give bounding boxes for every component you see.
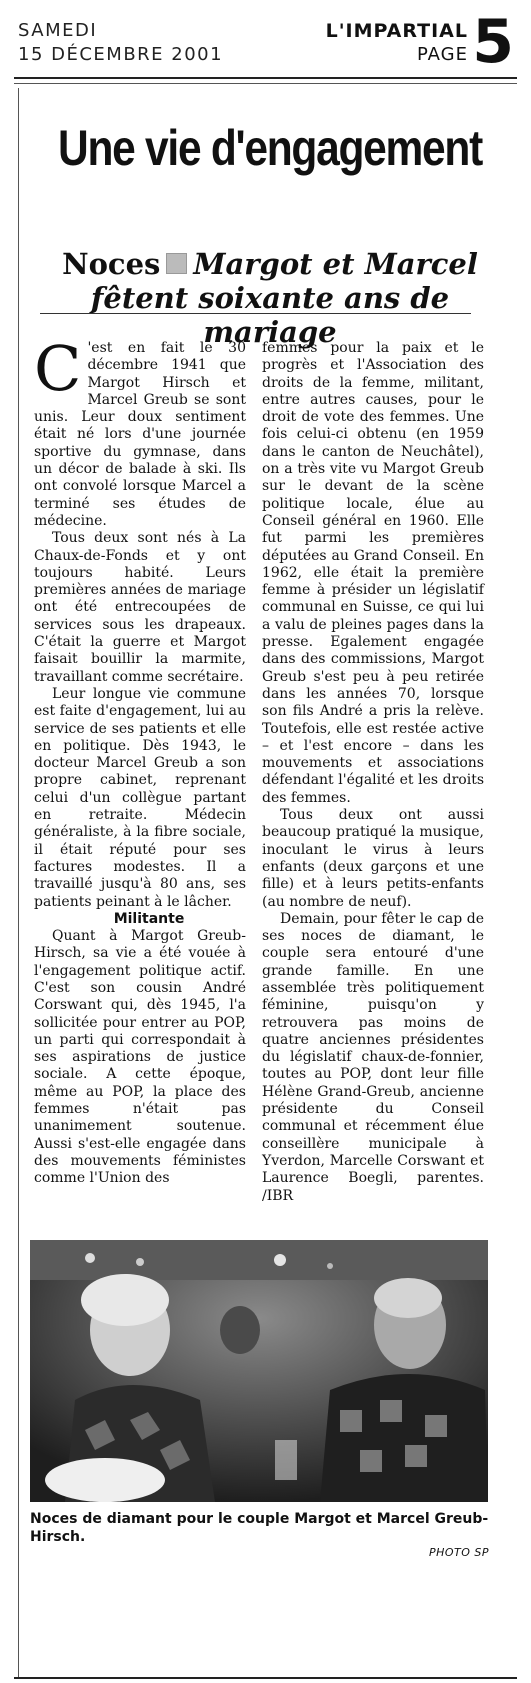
- drop-cap: C: [34, 332, 82, 405]
- paragraph-5: femmes pour la paix et le progrès et l'Association des droits de la femme, militant, entre autres causes, pour le droit de vote des femmes. Une fois celui-ci obtenu (en 1959 dans le canton de Neuchâtel), on a très vite vu Margot Greub sur le devant de la scène politique locale, élue au Conseil général en 1960. Elle fut parmi les premières députées au Grand Conseil. En 1962, elle était la première femme à présider un législatif communal en Suisse, ce qui lui a valu de pleines pages dans la presse. Egalement engagée dans des commissions, Margot Greub s'est peu à peu retirée dans les années 70, lorsque son fils André a pris la relève. Toutefois, elle est restée active – et l'est encore – dans les mouvements et associations défendant l'égalité et les droits des femmes.: [262, 340, 484, 806]
- article-column-right: [262, 340, 484, 1205]
- margin-rule: [18, 88, 19, 1678]
- masthead-rule-thin: [14, 83, 517, 84]
- issue-day: SAMEDI: [18, 20, 98, 41]
- masthead: [16, 7, 516, 77]
- paragraph-1-text: 'est en fait le 30 décembre 1941 que Margot Hirsch et Marcel Greub se sont unis. Leur doux sentiment était né lors d'une journée sportive du gymnase, dans un décor de balade à ski. Ils ont convolé lorsque Marcel a terminé ses études de médecine.: [34, 340, 246, 529]
- deck-underline: [40, 313, 471, 314]
- paragraph-1: [34, 332, 246, 530]
- couple-photo: [30, 1240, 488, 1502]
- paragraph-6: Tous deux ont aussi beaucoup pratiqué la musique, inoculant le virus à leurs enfants (deux garçons et une fille) et à leurs petits-enfants (au nombre de neuf).: [262, 807, 484, 910]
- masthead-rule: [14, 77, 517, 79]
- square-bullet-icon: [166, 253, 187, 274]
- deck-line-1: Margot et Marcel: [193, 247, 478, 281]
- paragraph-3: Leur longue vie commune est faite d'engagement, lui au service de ses patients et elle en politique. Dès 1943, le docteur Marcel Greub a son propre cabinet, reprenant celui d'un collègue partant en retraite. Médecin généraliste, à la fibre sociale, il était réputé pour ses factures modestes. Il a travaillé jusqu'à 80 ans, ses patients peinant à le lâcher.: [34, 685, 246, 910]
- footer-rule: [14, 1677, 517, 1679]
- article-deck: [20, 247, 520, 349]
- photo-illustration: [30, 1240, 488, 1502]
- newspaper-name: L'IMPARTIAL: [325, 20, 468, 42]
- article-headline: Une vie d'engagement: [58, 120, 482, 176]
- page-number: 5: [472, 7, 514, 77]
- paragraph-4: Quant à Margot Greub-Hirsch, sa vie a été vouée à l'engagement politique actif. C'est son cousin André Corswant qui, dès 1945, l'a sollicitée pour entrer au POP, un parti qui correspondait à ses aspirations de justice sociale. A cette époque, même au POP, la place des femmes n'était pas unanimement soutenue. Aussi s'est-elle engagée dans des mouvements féministes comme l'Union des: [34, 928, 246, 1187]
- subheading-militante: Militante: [113, 910, 185, 927]
- article-column-left: [34, 332, 246, 1188]
- issue-date: 15 DÉCEMBRE 2001: [18, 44, 224, 65]
- page-label: PAGE: [416, 44, 468, 65]
- photo-credit: PHOTO SP: [428, 1546, 489, 1559]
- paragraph-2: Tous deux sont nés à La Chaux-de-Fonds et y ont toujours habité. Leurs premières années de mariage ont été entrecoupées de services sous les drapeaux. C'était la guerre et Margot faisait bouillir la marmite, travaillant comme secrétaire.: [34, 530, 246, 685]
- photo-caption: Noces de diamant pour le couple Margot et Marcel Greub-Hirsch.: [30, 1511, 489, 1545]
- deck-line-2: fêtent soixante ans de mariage: [90, 281, 450, 349]
- deck-kicker: Noces: [62, 247, 161, 281]
- paragraph-7: Demain, pour fêter le cap de ses noces de diamant, le couple sera entouré d'une grande famille. En une assemblée très politiquement féminine, puisqu'on y retrouvera pas moins de quatre anciennes présidentes du législatif chaux-de-fonnier, toutes au POP, dont leur fille Hélène Grand-Greub, ancienne présidente du Conseil communal et récemment élue conseillère municipale à Yverdon, Marcelle Corswant et Laurence Boegli, parentes. /IBR: [262, 910, 484, 1204]
